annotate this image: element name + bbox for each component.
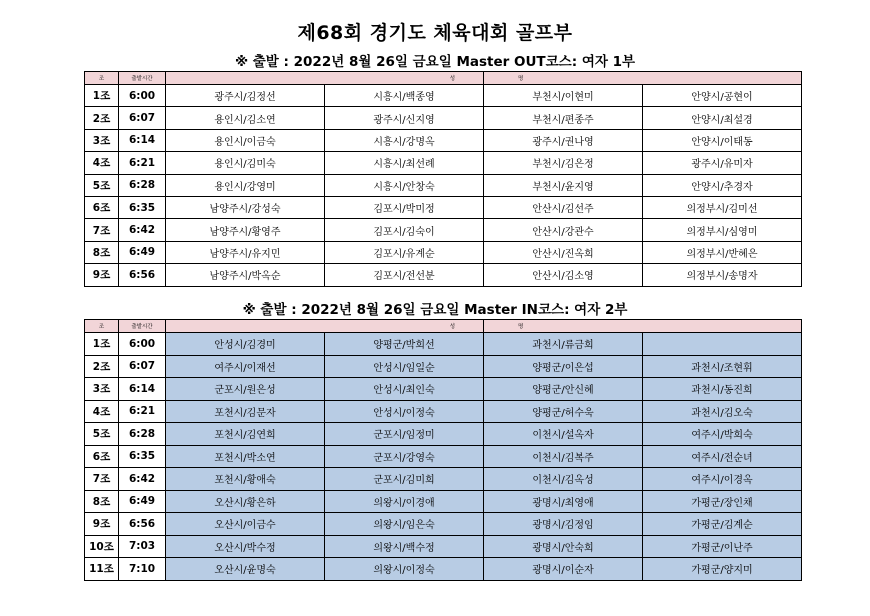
player-cell: 포천시/박소연 — [166, 445, 325, 468]
player-cell: 용인시/이금숙 — [166, 129, 325, 151]
player-cell: 군포시/김미희 — [325, 468, 484, 491]
player-cell: 여주시/이재선 — [166, 355, 325, 378]
group-cell: 2조 — [85, 355, 119, 378]
table-row — [85, 333, 802, 356]
player-cell: 과천시/김오숙 — [643, 400, 802, 423]
tee-time-cell: 6:00 — [119, 85, 166, 107]
player-cell: 남양주시/박옥순 — [166, 264, 325, 286]
table-row — [85, 400, 802, 423]
player-cell: 포천시/황애숙 — [166, 468, 325, 491]
player-cell: 양평군/박희선 — [325, 333, 484, 356]
tee-time-cell: 6:42 — [119, 219, 166, 241]
player-cell: 포천시/김연희 — [166, 423, 325, 446]
player-cell: 의왕시/백수정 — [325, 535, 484, 558]
group-cell: 11조 — [85, 558, 119, 581]
player-cell: 의왕시/이정숙 — [325, 558, 484, 581]
group-cell: 10조 — [85, 535, 119, 558]
tee-time-cell: 6:35 — [119, 445, 166, 468]
header-group: 조 — [85, 320, 119, 333]
table-row — [85, 152, 802, 174]
tee-time-cell: 6:56 — [119, 513, 166, 536]
player-cell: 과천시/류금희 — [484, 333, 643, 356]
header-name-a: 성 — [166, 320, 484, 333]
player-cell: 가평군/장인채 — [643, 490, 802, 513]
tee-time-cell: 6:42 — [119, 468, 166, 491]
table-row — [85, 355, 802, 378]
player-cell: 김포시/전선분 — [325, 264, 484, 286]
group-cell: 5조 — [85, 423, 119, 446]
player-cell: 포천시/김문자 — [166, 400, 325, 423]
player-cell: 여주시/전순녀 — [643, 445, 802, 468]
table-row — [85, 196, 802, 218]
player-cell: 용인시/김소연 — [166, 107, 325, 129]
player-cell: 광명시/최영애 — [484, 490, 643, 513]
player-cell: 안성시/김경미 — [166, 333, 325, 356]
table-header-row — [85, 72, 802, 85]
table-row — [85, 378, 802, 401]
player-cell: 안산시/진옥희 — [484, 241, 643, 263]
player-cell: 시흥시/안창숙 — [325, 174, 484, 196]
tee-time-cell: 6:49 — [119, 490, 166, 513]
player-cell: 광명시/안숙희 — [484, 535, 643, 558]
header-name-b: 명 — [484, 72, 802, 85]
header-name-a: 성 — [166, 72, 484, 85]
player-cell: 가평군/김계순 — [643, 513, 802, 536]
player-cell: 오산시/박수정 — [166, 535, 325, 558]
player-cell: 안산시/김선주 — [484, 196, 643, 218]
player-cell: 시흥시/백종영 — [325, 85, 484, 107]
group-cell: 9조 — [85, 513, 119, 536]
section-2-heading: ※ 출발 : 2022년 8월 26일 금요일 Master IN코스: 여자 2부 — [242, 302, 628, 318]
player-cell: 의정부시/김미선 — [643, 196, 802, 218]
player-cell: 김포시/김숙이 — [325, 219, 484, 241]
player-cell: 안양시/최설경 — [643, 107, 802, 129]
group-cell: 8조 — [85, 241, 119, 263]
player-cell: 의왕시/이경애 — [325, 490, 484, 513]
player-cell: 광주시/유미자 — [643, 152, 802, 174]
tee-time-cell: 6:35 — [119, 196, 166, 218]
player-cell: 과천시/조현휘 — [643, 355, 802, 378]
group-cell: 8조 — [85, 490, 119, 513]
page-title: 제68회 경기도 체육대회 골프부 — [297, 22, 573, 44]
table-row — [85, 490, 802, 513]
table-row — [85, 535, 802, 558]
player-cell: 안성시/이정숙 — [325, 400, 484, 423]
player-cell: 오산시/이금수 — [166, 513, 325, 536]
player-cell: 의정부시/심영미 — [643, 219, 802, 241]
group-cell: 9조 — [85, 264, 119, 286]
table-row — [85, 423, 802, 446]
group-cell: 4조 — [85, 400, 119, 423]
tee-time-cell: 6:21 — [119, 152, 166, 174]
player-cell: 김포시/박미정 — [325, 196, 484, 218]
group-cell: 3조 — [85, 129, 119, 151]
table-row — [85, 174, 802, 196]
player-cell: 용인시/강영미 — [166, 174, 325, 196]
player-cell: 남양주시/강성숙 — [166, 196, 325, 218]
player-cell: 광명시/김정임 — [484, 513, 643, 536]
table-row — [85, 219, 802, 241]
player-cell: 용인시/김미숙 — [166, 152, 325, 174]
player-cell: 광주시/권나영 — [484, 129, 643, 151]
tee-time-cell: 6:56 — [119, 264, 166, 286]
player-cell: 안양시/추경자 — [643, 174, 802, 196]
table-row — [85, 129, 802, 151]
player-cell: 부천시/김은정 — [484, 152, 643, 174]
schedule-table-in-course — [84, 319, 802, 581]
header-group: 조 — [85, 72, 119, 85]
table-row — [85, 558, 802, 581]
tee-time-cell: 6:14 — [119, 129, 166, 151]
player-cell: 안양시/공현이 — [643, 85, 802, 107]
table-row — [85, 445, 802, 468]
group-cell: 6조 — [85, 196, 119, 218]
player-cell: 과천시/동진희 — [643, 378, 802, 401]
player-cell: 양평군/이은섭 — [484, 355, 643, 378]
tee-time-cell: 6:00 — [119, 333, 166, 356]
player-cell — [643, 333, 802, 356]
player-cell: 가평군/양지미 — [643, 558, 802, 581]
player-cell: 이천시/김옥성 — [484, 468, 643, 491]
group-cell: 2조 — [85, 107, 119, 129]
player-cell: 양평군/허수욱 — [484, 400, 643, 423]
table-row — [85, 107, 802, 129]
player-cell: 김포시/유계순 — [325, 241, 484, 263]
tee-time-cell: 7:03 — [119, 535, 166, 558]
player-cell: 남양주시/황영주 — [166, 219, 325, 241]
group-cell: 3조 — [85, 378, 119, 401]
tee-time-cell: 6:07 — [119, 107, 166, 129]
group-cell: 7조 — [85, 219, 119, 241]
player-cell: 안산시/강관수 — [484, 219, 643, 241]
tee-time-cell: 6:28 — [119, 423, 166, 446]
player-cell: 광주시/신지영 — [325, 107, 484, 129]
tee-time-cell: 7:10 — [119, 558, 166, 581]
player-cell: 부천시/윤지영 — [484, 174, 643, 196]
group-cell: 1조 — [85, 333, 119, 356]
group-cell: 6조 — [85, 445, 119, 468]
player-cell: 여주시/이경옥 — [643, 468, 802, 491]
header-time: 출발시간 — [119, 72, 166, 85]
table-row — [85, 468, 802, 491]
header-time: 출발시간 — [119, 320, 166, 333]
header-name-b: 명 — [484, 320, 802, 333]
table-header-row — [85, 320, 802, 333]
player-cell: 광주시/김정선 — [166, 85, 325, 107]
section-1-heading: ※ 출발 : 2022년 8월 26일 금요일 Master OUT코스: 여자 1부 — [234, 54, 636, 70]
tee-time-cell: 6:14 — [119, 378, 166, 401]
tee-time-cell: 6:28 — [119, 174, 166, 196]
player-cell: 의왕시/임은숙 — [325, 513, 484, 536]
player-cell: 의정부시/송명자 — [643, 264, 802, 286]
player-cell: 여주시/박희숙 — [643, 423, 802, 446]
player-cell: 군포시/임정미 — [325, 423, 484, 446]
group-cell: 4조 — [85, 152, 119, 174]
player-cell: 군포시/원은성 — [166, 378, 325, 401]
group-cell: 1조 — [85, 85, 119, 107]
player-cell: 남양주시/유지민 — [166, 241, 325, 263]
player-cell: 부천시/이현미 — [484, 85, 643, 107]
player-cell: 군포시/강영숙 — [325, 445, 484, 468]
player-cell: 의정부시/반혜은 — [643, 241, 802, 263]
player-cell: 안성시/최인숙 — [325, 378, 484, 401]
tee-time-cell: 6:07 — [119, 355, 166, 378]
player-cell: 이천시/설옥자 — [484, 423, 643, 446]
schedule-table-out-course — [84, 71, 802, 287]
player-cell: 안산시/김소영 — [484, 264, 643, 286]
table-row — [85, 264, 802, 286]
group-cell: 7조 — [85, 468, 119, 491]
table-row — [85, 85, 802, 107]
player-cell: 가평군/이난주 — [643, 535, 802, 558]
tee-time-cell: 6:21 — [119, 400, 166, 423]
player-cell: 안성시/임일순 — [325, 355, 484, 378]
player-cell: 부천시/편종주 — [484, 107, 643, 129]
player-cell: 안양시/이태동 — [643, 129, 802, 151]
player-cell: 오산시/윤명숙 — [166, 558, 325, 581]
player-cell: 오산시/황은하 — [166, 490, 325, 513]
player-cell: 이천시/김복주 — [484, 445, 643, 468]
table-row — [85, 241, 802, 263]
player-cell: 시흥시/강명옥 — [325, 129, 484, 151]
tee-time-cell: 6:49 — [119, 241, 166, 263]
group-cell: 5조 — [85, 174, 119, 196]
player-cell: 광명시/이순자 — [484, 558, 643, 581]
player-cell: 시흥시/최선례 — [325, 152, 484, 174]
player-cell: 양평군/안신혜 — [484, 378, 643, 401]
table-row — [85, 513, 802, 536]
